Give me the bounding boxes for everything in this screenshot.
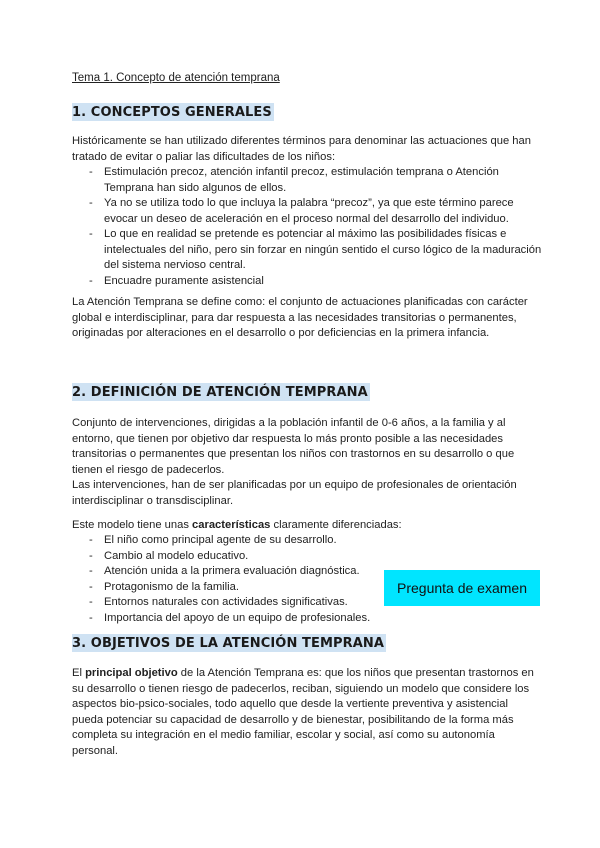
section-2-model-intro: Este modelo tiene unas características claramente diferenciadas: — [72, 519, 402, 531]
section-1-intro: Históricamente se han utilizado diferentes términos para denominar las actuaciones que han tratado de evitar o paliar las dificultades de los niños: — [72, 135, 531, 163]
list-item: - Lo que en realidad se pretende es potenciar al máximo las posibilidades físicas e intelectuales del niño, pero sin forzar en ningún sentido el curso lógico de la maduración del sistema nervioso central. — [89, 228, 542, 271]
document-title: Tema 1. Concepto de atención temprana — [72, 72, 280, 84]
section-1-heading: 1. CONCEPTOS GENERALES — [72, 105, 272, 120]
exam-question-callout: Pregunta de examen — [384, 570, 540, 606]
section-2-paragraph-2: Las intervenciones, han de ser planificadas por un equipo de profesionales de orientación interdisciplinar o transdisciplinar. — [72, 479, 517, 507]
list-item: - Cambio al modelo educativo. — [89, 549, 249, 562]
list-item: - Encuadre puramente asistencial — [89, 274, 264, 287]
list-item: - El niño como principal agente de su desarrollo. — [89, 534, 337, 546]
section-2-heading: 2. DEFINICIÓN DE ATENCIÓN TEMPRANA — [72, 385, 368, 400]
list-item: - Protagonismo de la familia. — [89, 580, 239, 593]
list-item: - Entornos naturales con actividades significativas. — [89, 596, 348, 608]
list-item: - Atención unida a la primera evaluación diagnóstica. — [89, 565, 360, 577]
section-1-list — [72, 165, 542, 289]
section-3-heading: 3. OBJETIVOS DE LA ATENCIÓN TEMPRANA — [72, 636, 385, 651]
list-item: - Estimulación precoz, atención infantil precoz, estimulación temprana o Atención Temprana han sido algunos de ellos. — [89, 166, 499, 194]
section-2-paragraph-1: Conjunto de intervenciones, dirigidas a la población infantil de 0-6 años, a la familia y al entorno, que tienen por objetivo dar respuesta lo más pronto posible a las necesidades transitorias o permanentes que presentan los niños con trastornos en su desarrollo o que tienen el riesgo de padecerlos. — [72, 417, 515, 476]
section-1-definition: La Atención Temprana se define como: el conjunto de actuaciones planificadas con carácter global e interdisciplinar, para dar respuesta a las necesidades transitorias o permanentes, originadas por alteraciones en el desarrollo o por deficiencias en la primera infancia. — [72, 296, 528, 339]
list-item: - Ya no se utiliza todo lo que incluya la palabra “precoz”, ya que este término parece evocar un deseo de aceleración en el proceso normal del desarrollo del individuo. — [89, 197, 514, 225]
list-item: - Importancia del apoyo de un equipo de profesionales. — [89, 611, 371, 624]
section-3-paragraph: El principal objetivo de la Atención Temprana es: que los niños que presentan trastornos en su desarrollo o tienen riesgo de padecerlos, reciban, siguiendo un modelo que considere los aspectos bio-psico-sociales, todo aquello que desde la vertiente preventiva y asistencial pueda potenciar su capacidad de desarrollo y de bienestar, posibilitando de la forma más completa su integración en el medio familiar, escolar y social, así como su autonomía personal. — [72, 667, 534, 757]
